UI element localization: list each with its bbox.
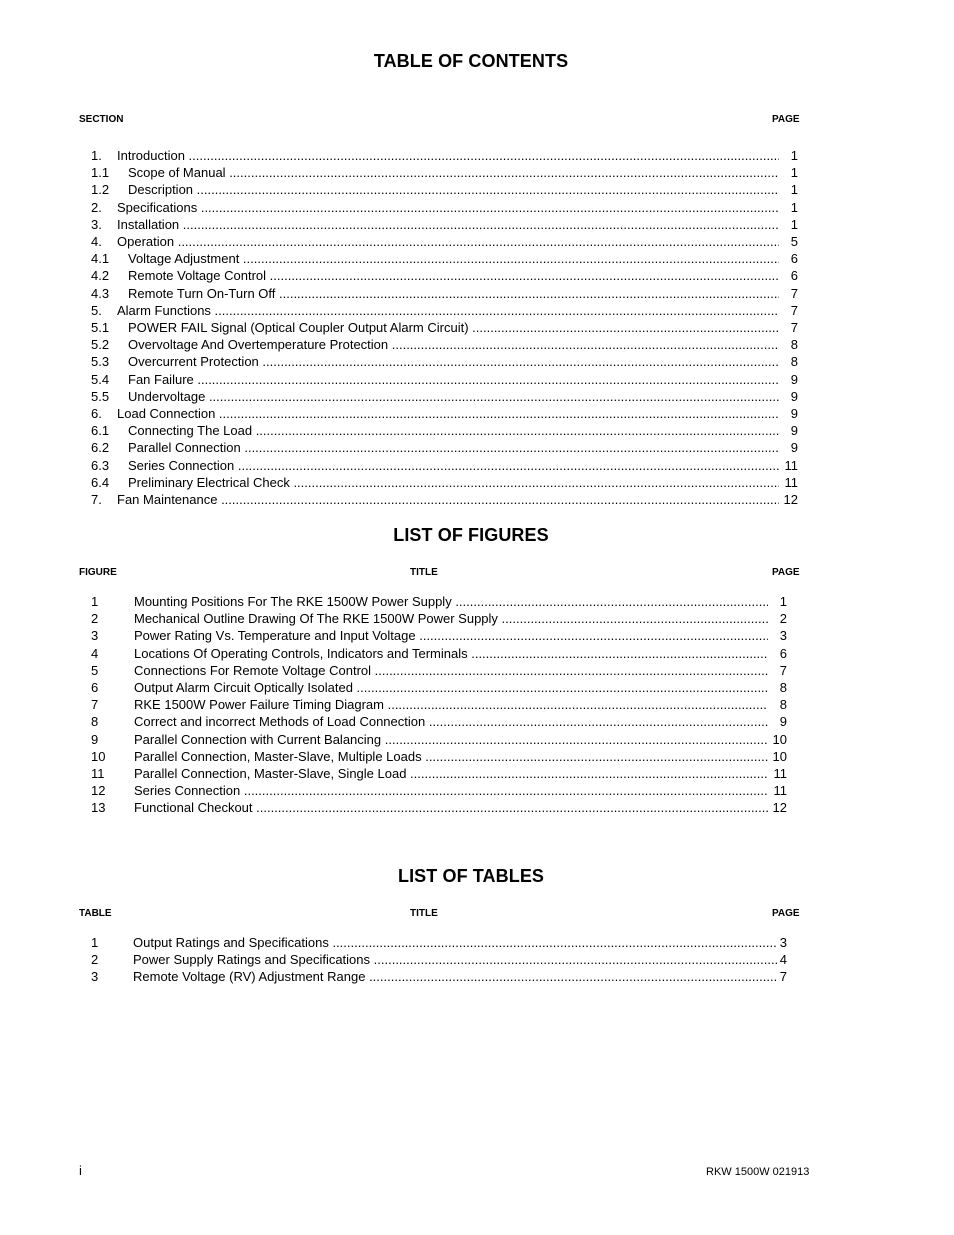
toc-entry-page: 1 xyxy=(790,182,798,198)
toc-entry-title: Overvoltage And Overtemperature Protection ..... xyxy=(128,336,779,353)
toc-entry-number: 5. xyxy=(91,302,102,318)
figure-entry-title: Output Alarm Circuit Optically Isolated ..... xyxy=(134,679,768,696)
figure-entry-number: 10 xyxy=(91,748,106,764)
toc-entry xyxy=(91,302,801,319)
figure-entry-page: 12 xyxy=(772,800,787,816)
figure-entry xyxy=(91,610,801,627)
toc-entry-title: Alarm Functions ..... xyxy=(117,302,779,319)
toc-entry xyxy=(91,371,801,388)
figure-entry xyxy=(91,696,801,713)
toc-entry-page: 9 xyxy=(790,388,798,404)
toc-entry-page: 9 xyxy=(790,371,798,387)
table-entry-page: 3 xyxy=(779,935,787,950)
toc-entry-page: 1 xyxy=(790,165,798,181)
toc-entry xyxy=(91,181,801,198)
toc-entry-title: Load Connection ..... xyxy=(117,405,779,422)
toc-entry xyxy=(91,388,801,405)
toc-entry-number: 1.1 xyxy=(91,165,110,181)
table-entry-page: 7 xyxy=(779,969,787,985)
figure-entry xyxy=(91,593,801,610)
toc-section-column-header: SECTION xyxy=(79,114,124,125)
toc-entry-title: Scope of Manual ..... xyxy=(128,164,779,181)
toc-entry-page: 9 xyxy=(790,440,798,456)
figure-entry-number: 2 xyxy=(91,611,99,627)
figure-entry xyxy=(91,731,801,748)
toc-entry xyxy=(91,336,801,353)
toc-entry-number: 5.1 xyxy=(91,320,110,335)
table-entry-title: Output Ratings and Specifications ..... xyxy=(133,934,777,951)
figure-entry-page: 10 xyxy=(772,748,787,764)
toc-entry-page: 9 xyxy=(790,423,798,439)
toc-entry-title: Remote Turn On-Turn Off ..... xyxy=(128,285,779,302)
toc-entry xyxy=(91,474,801,491)
toc-entry-page: 11 xyxy=(784,457,798,473)
toc-entry-title: Overcurrent Protection ..... xyxy=(128,353,779,370)
figure-entry-title: Parallel Connection, Master-Slave, Single Load ..... xyxy=(134,765,768,782)
figure-entry-title: Parallel Connection with Current Balancing ..... xyxy=(134,731,768,748)
toc-entry-page: 7 xyxy=(790,320,798,335)
toc-entry-number: 5.5 xyxy=(91,388,110,404)
figure-entry-page: 7 xyxy=(779,662,787,678)
tables-page-column-header: PAGE xyxy=(772,908,800,919)
toc-entry-number: 1.2 xyxy=(91,182,110,198)
toc-entry-title: Introduction ..... xyxy=(117,147,779,164)
figure-entry xyxy=(91,679,801,696)
figures-title-column-header: TITLE xyxy=(410,567,438,578)
figure-entry-number: 6 xyxy=(91,680,99,695)
toc-entry xyxy=(91,457,801,474)
toc-entry-page: 7 xyxy=(790,302,798,318)
table-entry xyxy=(91,951,801,968)
toc-entry-number: 6. xyxy=(91,406,102,421)
figure-entry-number: 8 xyxy=(91,714,99,730)
toc-entry-title: Fan Failure ..... xyxy=(128,371,779,388)
toc-entry xyxy=(91,285,801,302)
toc-entry-number: 4.1 xyxy=(91,251,110,267)
figure-entry-page: 11 xyxy=(773,766,787,781)
toc-entry xyxy=(91,164,801,181)
toc-entry xyxy=(91,353,801,370)
toc-entry-number: 3. xyxy=(91,216,102,232)
figure-entry xyxy=(91,748,801,765)
table-entry-number: 2 xyxy=(91,952,99,968)
toc-entry-title: Fan Maintenance ..... xyxy=(117,491,779,508)
figure-entry-number: 12 xyxy=(91,783,106,799)
toc-entry-page: 1 xyxy=(790,216,798,232)
toc-entry-number: 6.1 xyxy=(91,423,110,439)
figure-entry-number: 5 xyxy=(91,662,99,678)
figure-entry-title: Power Rating Vs. Temperature and Input Voltage ..... xyxy=(134,627,768,644)
toc-entry-page: 8 xyxy=(790,354,798,370)
figure-entry-number: 1 xyxy=(91,594,99,609)
toc-entry xyxy=(91,319,801,336)
toc-entry xyxy=(91,233,801,250)
figure-entry-page: 11 xyxy=(773,783,787,799)
table-entry-page: 4 xyxy=(779,952,787,968)
toc-entry-page: 6 xyxy=(790,251,798,267)
toc-entry-title: Installation ..... xyxy=(117,216,779,233)
figure-entry-number: 4 xyxy=(91,645,99,661)
toc-entry-number: 2. xyxy=(91,199,102,215)
figure-entry-title: Correct and incorrect Methods of Load Connection ..... xyxy=(134,713,768,730)
toc-entry-number: 5.3 xyxy=(91,354,110,370)
toc-entry-page: 1 xyxy=(790,148,798,163)
toc-entry-title: Parallel Connection ..... xyxy=(128,439,779,456)
toc-entry-number: 6.2 xyxy=(91,440,110,456)
toc-entry-number: 6.3 xyxy=(91,457,110,473)
toc-entry-title: POWER FAIL Signal (Optical Coupler Output Alarm Circuit) ..... xyxy=(128,319,779,336)
table-entry-number: 3 xyxy=(91,969,99,985)
figure-entry-title: Mounting Positions For The RKE 1500W Power Supply ..... xyxy=(134,593,768,610)
footer-page-number: i xyxy=(79,1163,82,1178)
figure-entry-page: 6 xyxy=(779,645,787,661)
tables-table-column-header: TABLE xyxy=(79,908,112,919)
toc-entry-page: 11 xyxy=(784,474,798,490)
figures-heading: LIST OF FIGURES xyxy=(393,525,549,545)
figure-entry-title: Mechanical Outline Drawing Of The RKE 1500W Power Supply ..... xyxy=(134,610,768,627)
toc-entry-title: Remote Voltage Control ..... xyxy=(128,267,779,284)
figure-entry-title: Locations Of Operating Controls, Indicators and Terminals ..... xyxy=(134,645,768,662)
table-entry-title: Power Supply Ratings and Specifications ..... xyxy=(133,951,777,968)
toc-entry-page: 12 xyxy=(783,492,798,507)
figure-entry xyxy=(91,627,801,644)
toc-entry-number: 6.4 xyxy=(91,474,110,490)
table-entry xyxy=(91,968,801,985)
toc-entry xyxy=(91,199,801,216)
toc-entry-number: 7. xyxy=(91,492,102,507)
figure-entry-title: Series Connection ..... xyxy=(134,782,768,799)
figure-entry-title: RKE 1500W Power Failure Timing Diagram ..... xyxy=(134,696,768,713)
figure-entry-title: Functional Checkout ..... xyxy=(134,799,768,816)
figure-entry-page: 9 xyxy=(779,714,787,730)
figure-entry-page: 10 xyxy=(772,731,787,747)
toc-entry-title: Description ..... xyxy=(128,181,779,198)
figure-entry-page: 1 xyxy=(779,594,787,609)
toc-entry-title: Preliminary Electrical Check ..... xyxy=(128,474,779,491)
figure-entry-number: 11 xyxy=(91,766,105,781)
figure-entry-number: 7 xyxy=(91,697,99,713)
figure-entry-page: 2 xyxy=(779,611,787,627)
toc-page-column-header: PAGE xyxy=(772,114,800,125)
table-entry-number: 1 xyxy=(91,935,99,950)
toc-entry xyxy=(91,250,801,267)
figure-entry-number: 9 xyxy=(91,731,99,747)
toc-entry-number: 4.2 xyxy=(91,268,110,284)
toc-entry-title: Series Connection ..... xyxy=(128,457,779,474)
toc-entry-number: 1. xyxy=(91,148,102,163)
table-entry-title: Remote Voltage (RV) Adjustment Range ..... xyxy=(133,968,777,985)
toc-entry-number: 4. xyxy=(91,234,102,249)
footer-document-id: RKW 1500W 021913 xyxy=(706,1166,810,1178)
toc-entry-page: 5 xyxy=(790,234,798,249)
toc-entry-page: 6 xyxy=(790,268,798,284)
toc-entry xyxy=(91,267,801,284)
table-entry xyxy=(91,934,801,951)
figure-entry xyxy=(91,713,801,730)
figure-entry xyxy=(91,645,801,662)
toc-entry xyxy=(91,439,801,456)
figure-entry-title: Connections For Remote Voltage Control ..... xyxy=(134,662,768,679)
figures-page-column-header: PAGE xyxy=(772,567,800,578)
toc-entry-title: Undervoltage ..... xyxy=(128,388,779,405)
figure-entry xyxy=(91,782,801,799)
figure-entry xyxy=(91,662,801,679)
figure-entry xyxy=(91,799,801,816)
figure-entry-page: 8 xyxy=(779,697,787,713)
toc-entry-title: Operation ..... xyxy=(117,233,779,250)
toc-entry xyxy=(91,147,801,164)
toc-entry-page: 8 xyxy=(790,337,798,353)
figure-entry-page: 8 xyxy=(779,680,787,695)
toc-entry-page: 7 xyxy=(790,285,798,301)
toc-entry xyxy=(91,491,801,508)
toc-entry-page: 1 xyxy=(790,199,798,215)
figure-entry-page: 3 xyxy=(779,628,787,644)
toc-entry xyxy=(91,422,801,439)
toc-heading: TABLE OF CONTENTS xyxy=(373,51,569,71)
figure-entry xyxy=(91,765,801,782)
figure-entry-number: 13 xyxy=(91,800,106,816)
toc-entry-number: 5.4 xyxy=(91,371,110,387)
figure-entry-title: Parallel Connection, Master-Slave, Multiple Loads ..... xyxy=(134,748,768,765)
toc-entry-page: 9 xyxy=(790,406,798,421)
toc-entry-title: Connecting The Load ..... xyxy=(128,422,779,439)
tables-heading: LIST OF TABLES xyxy=(397,866,545,886)
figures-figure-column-header: FIGURE xyxy=(79,567,117,578)
toc-entry xyxy=(91,405,801,422)
toc-entry xyxy=(91,216,801,233)
toc-entry-number: 5.2 xyxy=(91,337,110,353)
toc-entry-title: Specifications ..... xyxy=(117,199,779,216)
tables-title-column-header: TITLE xyxy=(410,908,438,919)
figure-entry-number: 3 xyxy=(91,628,99,644)
toc-entry-number: 4.3 xyxy=(91,285,110,301)
toc-entry-title: Voltage Adjustment ..... xyxy=(128,250,779,267)
